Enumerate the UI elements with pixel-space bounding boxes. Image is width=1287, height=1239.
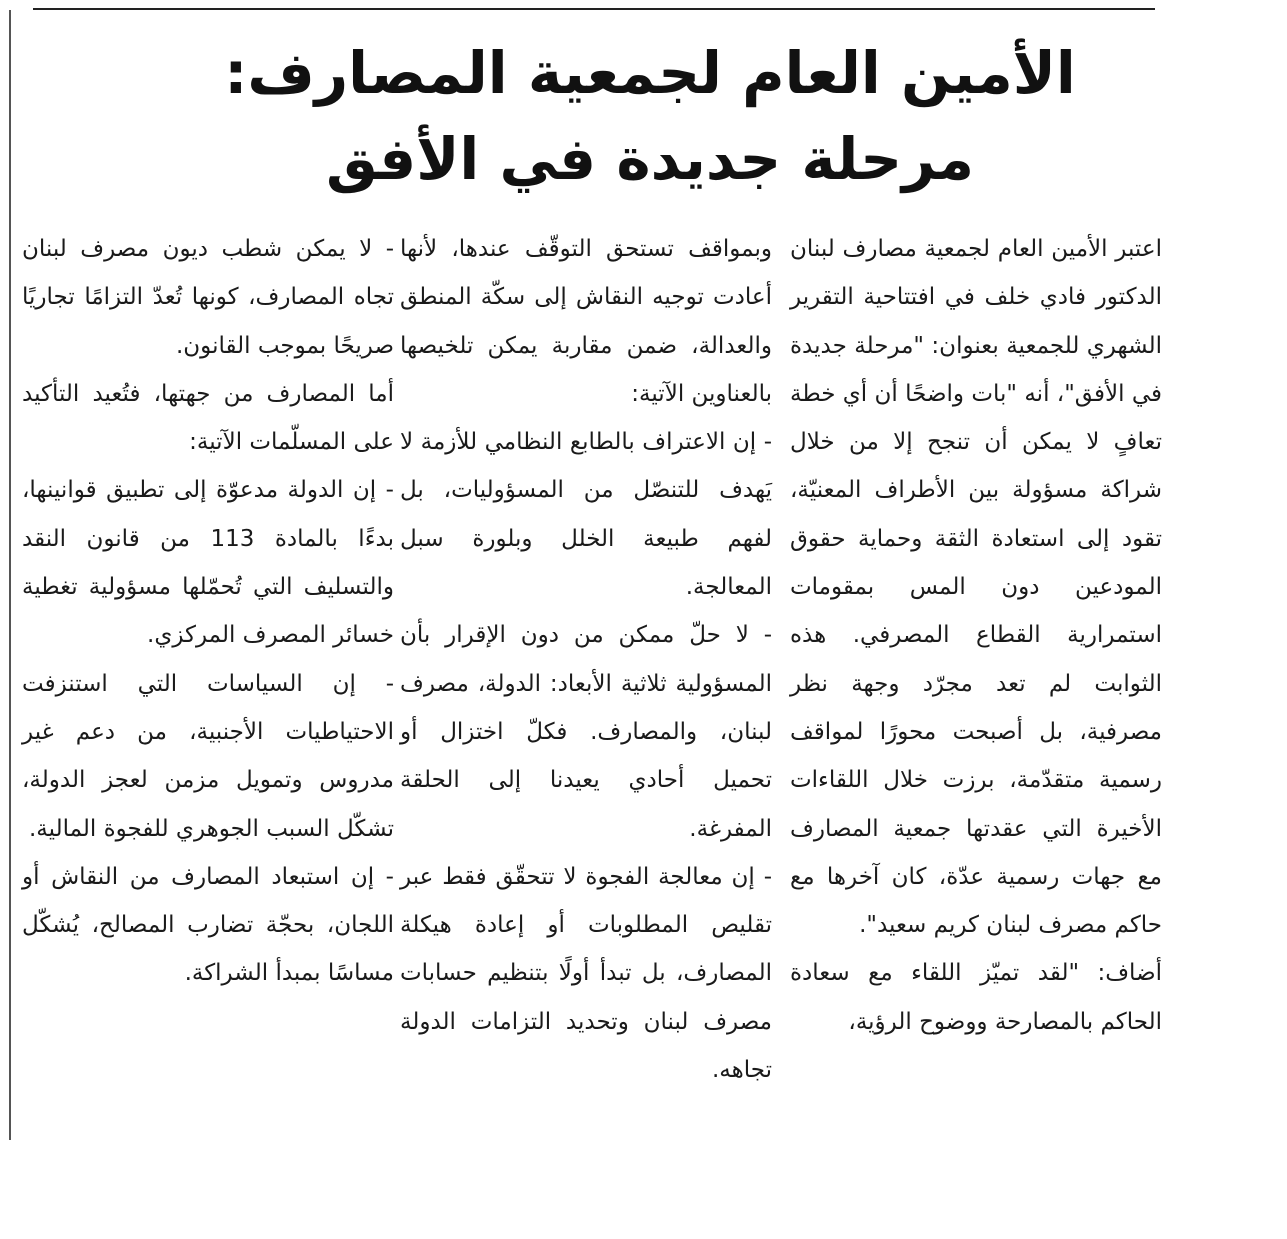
paragraph: - إن السياسات التي استنزفت الاحتياطيات الأجنبية، من دعم غير مدروس وتمويل مزمن لعجز الدولة، تشكّل السبب الجوهري للفجوة المالية. xyxy=(22,670,394,842)
paragraph: - إن معالجة الفجوة لا تتحقّق فقط عبر تقليص المطلوبات أو إعادة هيكلة المصارف، بل تبدأ أولًا بتنظيم حسابات مصرف لبنان وتحديد التزامات الدولة تجاهه. xyxy=(400,863,772,1084)
headline-line-1: الأمين العام لجمعية المصارف: xyxy=(224,39,1076,107)
top-rule xyxy=(33,8,1155,10)
paragraph: - لا يمكن شطب ديون مصرف لبنان تجاه المصارف، كونها تُعدّ التزامًا تجاريًا صريحًا بموجب القانون. xyxy=(22,236,394,359)
headline-line-2: مرحلة جديدة في الأفق xyxy=(325,125,975,193)
paragraph: - إن الدولة مدعوّة إلى تطبيق قوانينها، بدءًا بالمادة 113 من قانون النقد والتسليف التي تُحمّلها مسؤولية تغطية خسائر المصرف المركزي. xyxy=(22,477,394,649)
paragraph: - لا حلّ ممكن من دون الإقرار بأن المسؤولية ثلاثية الأبعاد: الدولة، مصرف لبنان، والمصارف. فكلّ اختزال أو تحميل أحادي يعيدنا إلى الحلقة المفرغة. xyxy=(400,622,772,842)
article-headline xyxy=(150,30,1150,202)
paragraph: أضاف: "لقد تميّز اللقاء مع سعادة الحاكم بالمصارحة ووضوح الرؤية، xyxy=(790,960,1162,1035)
paragraph: اعتبر الأمين العام لجمعية مصارف لبنان الدكتور فادي خلف في افتتاحية التقرير الشهري للجمعية بعنوان: "مرحلة جديدة في الأفق"، أنه "بات واضحًا أن أي خطة تعافٍ لا يمكن أن تنجح إلا من خلال شراكة مسؤولة بين الأطراف المعنيّة، تقود إلى استعادة الثقة وحماية حقوق المودعين دون المس بمقومات استمرارية القطاع المصرفي. هذه الثوابت لم تعد مجرّد وجهة نظر مصرفية، بل أصبحت محورًا لمواقف رسمية متقدّمة، برزت خلال اللقاءات الأخيرة التي عقدتها جمعية المصارف مع جهات رسمية عدّة، كان آخرها مع حاكم مصرف لبنان كريم سعيد". xyxy=(790,236,1162,939)
paragraph: أما المصارف من جهتها، فتُعيد التأكيد على المسلّمات الآتية: xyxy=(22,380,394,456)
left-column-rule xyxy=(9,10,11,1140)
article-column-2 xyxy=(400,225,772,1094)
article-column-3 xyxy=(22,225,394,998)
article-column-1 xyxy=(790,225,1162,1046)
paragraph: - إن الاعتراف بالطابع النظامي للأزمة لا يَهدف للتنصّل من المسؤوليات، بل لفهم طبيعة الخلل وبلورة سبل المعالجة. xyxy=(400,429,772,601)
paragraph: وبمواقف تستحق التوقّف عندها، لأنها أعادت توجيه النقاش إلى سكّة المنطق والعدالة، ضمن مقاربة يمكن تلخيصها بالعناوين الآتية: xyxy=(400,236,772,407)
paragraph: - إن استبعاد المصارف من النقاش أو اللجان، بحجّة تضارب المصالح، يُشكّل مساسًا بمبدأ الشراكة. xyxy=(22,863,394,987)
